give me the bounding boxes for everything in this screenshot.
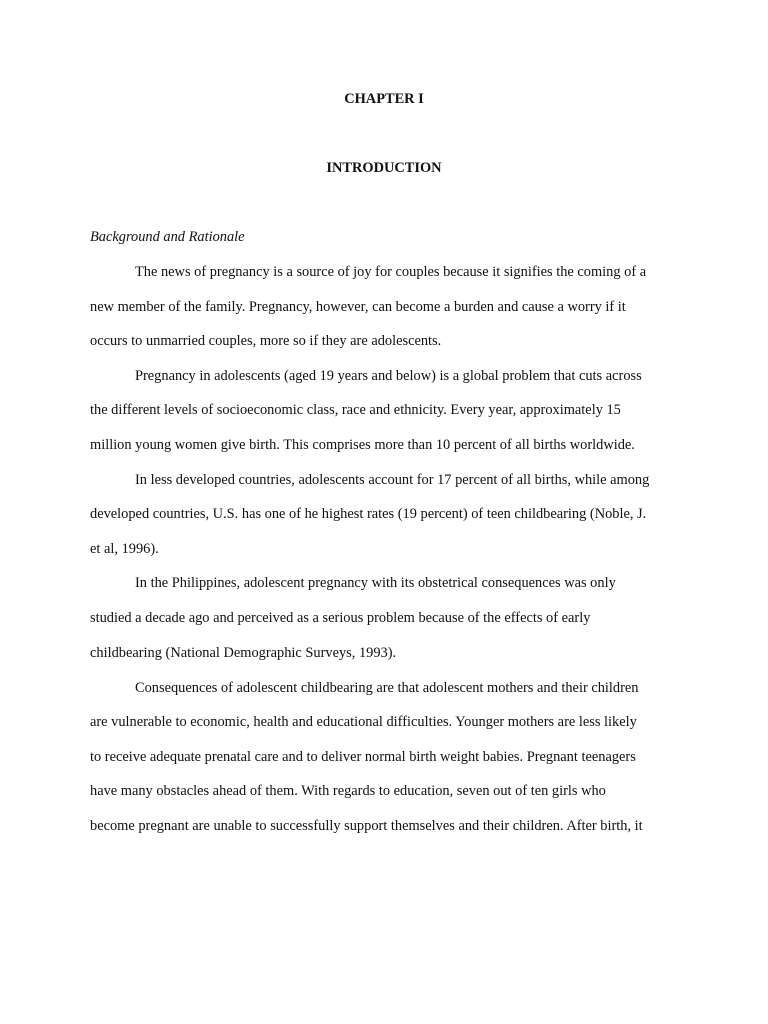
body-line: occurs to unmarried couples, more so if they are adolescents. <box>90 333 442 349</box>
body-line: In the Philippines, adolescent pregnancy with its obstetrical consequences was only <box>135 575 616 591</box>
body-line: Pregnancy in adolescents (aged 19 years and below) is a global problem that cuts across <box>135 368 642 384</box>
body-line: studied a decade ago and perceived as a serious problem because of the effects of early <box>90 610 591 626</box>
body-line: become pregnant are unable to successfully support themselves and their children. After birth, it <box>90 818 643 834</box>
body-line: million young women give birth. This comprises more than 10 percent of all births worldwide. <box>90 437 635 453</box>
body-line: childbearing (National Demographic Surveys, 1993). <box>90 645 397 661</box>
body-line: developed countries, U.S. has one of he highest rates (19 percent) of teen childbearing (Noble, J. <box>90 506 647 522</box>
body-line: are vulnerable to economic, health and educational difficulties. Younger mothers are less likely <box>90 714 637 730</box>
body-line: et al, 1996). <box>90 541 159 557</box>
body-line: The news of pregnancy is a source of joy for couples because it signifies the coming of a <box>135 264 647 280</box>
body-line: to receive adequate prenatal care and to deliver normal birth weight babies. Pregnant teenagers <box>90 749 636 765</box>
body-line: the different levels of socioeconomic class, race and ethnicity. Every year, approximately 15 <box>90 402 621 418</box>
body-line: new member of the family. Pregnancy, however, can become a burden and cause a worry if it <box>90 299 626 315</box>
chapter-heading: CHAPTER I <box>344 91 424 107</box>
page-title: INTRODUCTION <box>326 160 442 176</box>
body-line: have many obstacles ahead of them. With regards to education, seven out of ten girls who <box>90 783 606 799</box>
body-line: In less developed countries, adolescents account for 17 percent of all births, while among <box>135 472 650 488</box>
section-heading: Background and Rationale <box>90 229 245 245</box>
body-line: Consequences of adolescent childbearing are that adolescent mothers and their children <box>135 680 639 696</box>
